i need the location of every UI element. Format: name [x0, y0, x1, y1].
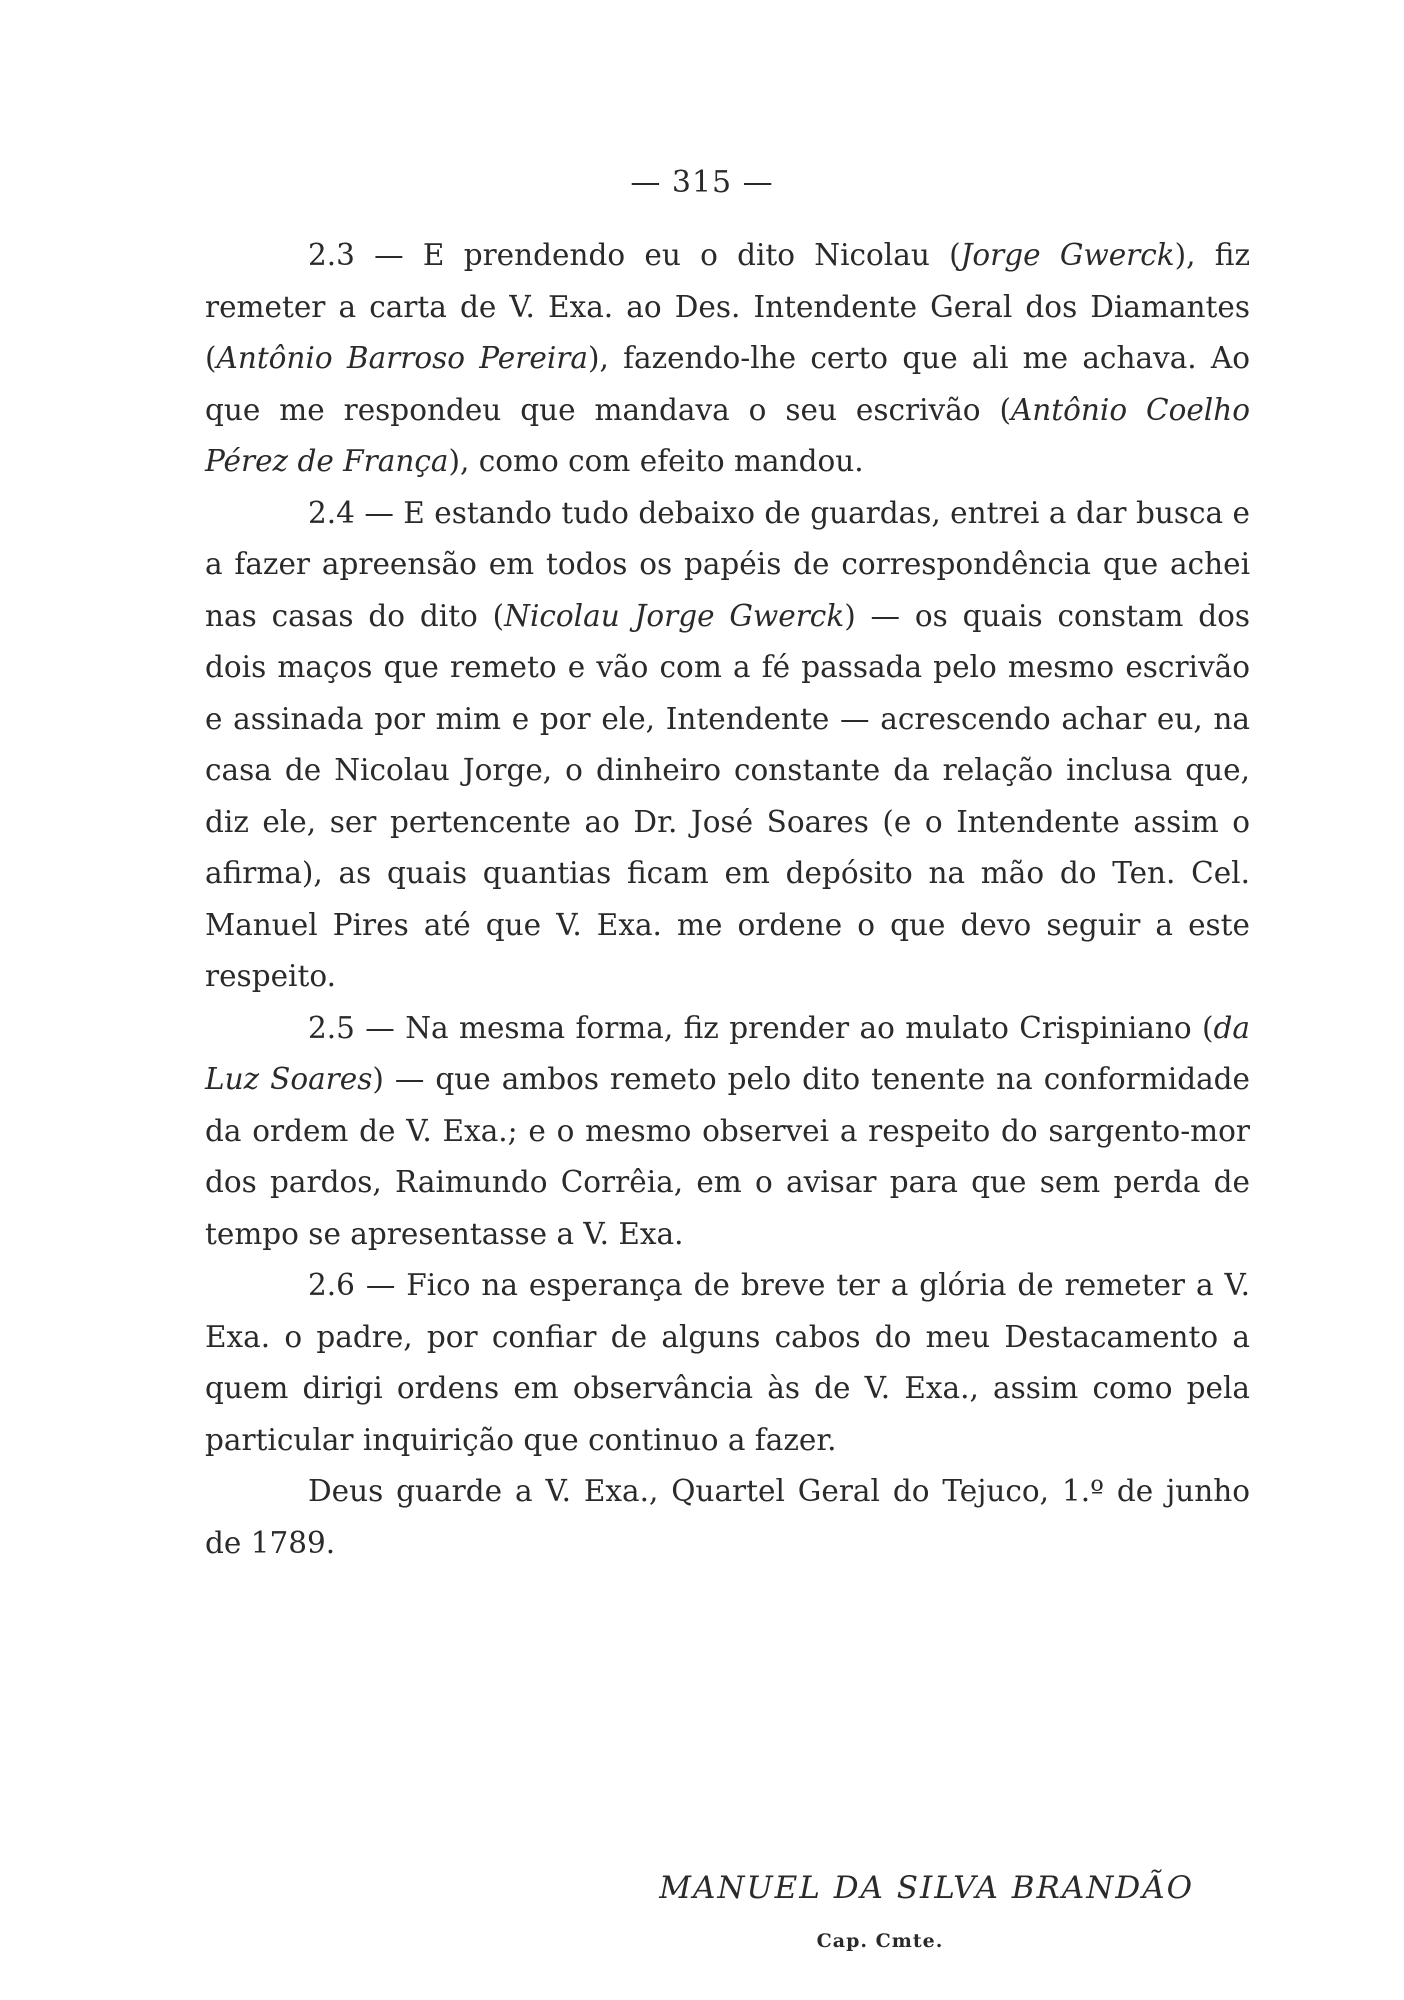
paragraph: [205, 488, 1250, 1003]
signature-name: MANUEL DA SILVA BRANDÃO: [659, 1870, 1194, 1906]
paragraph: [205, 1260, 1250, 1466]
text-run: ), fazendo-lhe certo que ali me achava. Ao que me respondeu que mandava o seu escrivão (: [205, 341, 1250, 427]
text-run: Deus guarde a V. Exa., Quartel Geral do Tejuco, 1.º de junho de 1789.: [205, 1474, 1250, 1560]
page-number: — 315 —: [630, 165, 774, 200]
text-run: 2.3 — E prendendo eu o dito Nicolau (: [308, 238, 961, 272]
paragraph: [205, 1466, 1250, 1569]
text-run: ) — os quais constam dos dois maços que remeto e vão com a fé passada pelo mesmo escrivão e assinada por mim e por ele, Intendente — acrescendo achar eu, na casa de Nicolau Jorge, o dinheiro constante da relação inclusa que, diz ele, ser pertencente ao Dr. José Soares (e o Intendente assim o afirma), as quais quantias ficam em depósito na mão do Ten. Cel. Manuel Pires até que V. Exa. me ordene o que devo seguir a este respeito.: [205, 598, 1250, 993]
text-run: ) — que ambos remeto pelo dito tenente na conformidade da ordem de V. Exa.; e o mesmo observei a respeito do sargento-mor dos pardos, Raimundo Corrêia, em o avisar para que sem perda de tempo se apresentasse a V. Exa.: [205, 1062, 1251, 1251]
body-text: [205, 230, 1250, 1569]
signature-rank: Cap. Cmte.: [816, 1930, 944, 1952]
italic-name: Jorge Gwerck: [960, 238, 1175, 272]
paragraph: [205, 1003, 1250, 1261]
text-run: ), como com efeito mandou.: [448, 444, 864, 478]
text-run: 2.6 — Fico na esperança de breve ter a glória de remeter a V. Exa. o padre, por confiar de alguns cabos do meu Destacamento a quem dirigi ordens em observância às de V. Exa., assim como pela particular inquirição que continuo a fazer.: [205, 1268, 1250, 1457]
text-run: ), fiz remeter a carta de V. Exa. ao Des. Intendente Geral dos Diamantes (: [205, 238, 1251, 375]
italic-name: Antônio Coelho Pérez de França: [205, 392, 1250, 478]
italic-name: Nicolau Jorge Gwerck: [504, 598, 845, 633]
italic-name: Antônio Barroso Pereira: [216, 341, 588, 375]
text-run: 2.4 — E estando tudo debaixo de guardas, entrei a dar busca e a fazer apreensão em todos os papéis de correspondência que achei nas casas do dito (: [205, 495, 1250, 633]
italic-name: da Luz Soares: [205, 1010, 1250, 1096]
paragraph: [205, 230, 1250, 488]
text-run: 2.5 — Na mesma forma, fiz prender ao mulato Crispiniano (: [308, 1010, 1214, 1045]
